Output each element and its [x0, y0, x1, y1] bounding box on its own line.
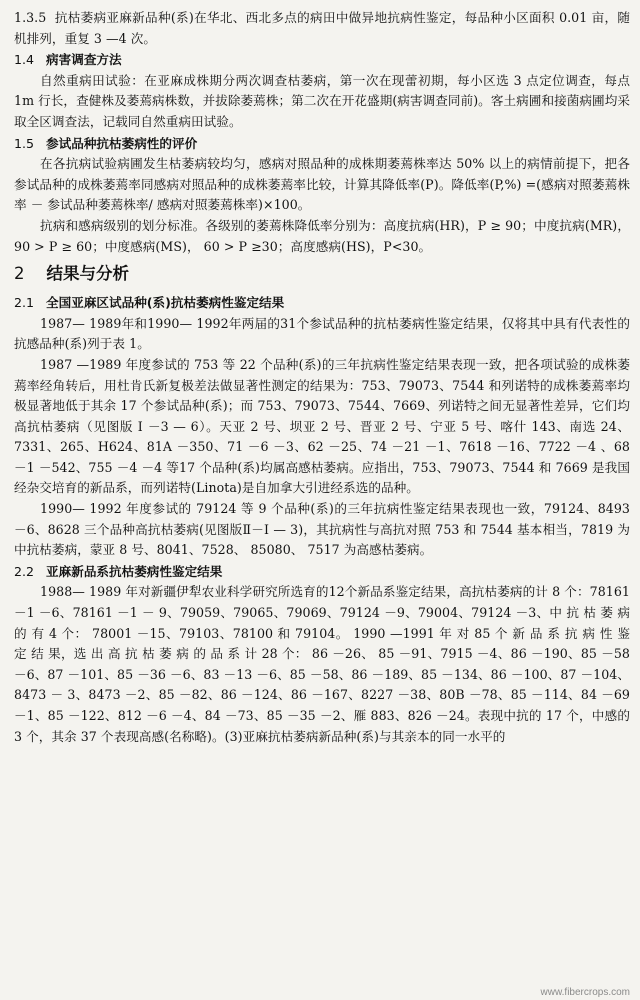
section-2-1-heading: [14, 293, 630, 314]
section-number: 2: [14, 264, 25, 284]
section-2-heading: [14, 263, 630, 285]
section-title: 亚麻新品系抗枯萎病性鉴定结果: [46, 563, 223, 579]
watermark: www.fibercrops.com: [540, 987, 630, 998]
section-title: 病害调查方法: [46, 52, 122, 68]
section-title: 结果与分析: [46, 264, 129, 284]
section-number: 1.3.5: [14, 10, 47, 25]
paragraph: 1987 —1989 年度参试的 753 等 22 个品种(系)的三年抗病性鉴定结果表现一致，把各项试验的成株萎蔫率经角转后，用杜肯氏新复极差法做显著性测定的结果为：753、79073、7544 和列诺特的成株萎蔫率均极显著地低于其余 17 个参试品种(系)；而 753、79073、7544、7669、列诺特之间无显著性差异，它们均高抗枯萎病（见图版 Ⅰ －3 — 6）。天亚 2 号、坝亚 2 号、晋亚 2 号、宁亚 5 号、喀什 143、南选 24、7331、265、H624、81A －350、71 －6 －3、62 －25、74 －21 －1、7618 －16、7722 －4 、68 －1 －542、755 －4 －4 等17 个品种(系)均属高感枯萎病。应指出，753、79073、7544 和 7669 是我国经杂交培育的新品系，而列诺特(Linota)是自加拿大引进经系选的品种。: [14, 356, 630, 496]
section-text: 抗枯萎病亚麻新品种(系)在华北、西北多点的病田中做异地抗病性鉴定，每品种小区面积 0.01 亩，随机排列，重复 3 —4 次。: [14, 10, 631, 46]
paragraph: 1990— 1992 年度参试的 79124 等 9 个品种(系)的三年抗病性鉴定结果表现也一致，79124、8493 －6、8628 三个品种高抗枯萎病(见图版Ⅱ－Ⅰ — 3)，其抗病性与高抗对照 753 和 7544 基本相当，7819 为中抗枯萎病，蒙亚 8 号、8041、7528、 85080、 7517 为高感枯萎病。: [14, 501, 630, 558]
section-number: 1.5: [14, 135, 35, 151]
section-title: 全国亚麻区试品种(系)抗枯萎病性鉴定结果: [46, 295, 285, 311]
paragraph: 1988— 1989 年对新疆伊犁农业科学研究所选育的12个新品系鉴定结果，高抗枯萎病的计 8 个：78161 －1 －6、78161 －1 － 9、79059、79065、79069、79124 －9、79004、79124 －3、中 抗 枯 萎 病 的 有 4 个： 78001 －15、79103、78100 和 79104。 1990 —1991 年 对 85 个 新 品 系 抗 病 性 鉴 定 结 果，选 出 高 抗 枯 萎 病 的 品 系 计 28 个： 86 －26、 85 －91、7915 －4、86 －190、85 －58 －6、87 －101、85 －36 －6、83 －13 －6、85 －58、86 －189、85 －134、86 －100、87 －104、 8473 － 3、8473 －2、85 －82、86 －124、86 －167、8227 －38、80B －78、85 －114、84 －69 －1、85 －122、812 －6 －4、84 －73、85 －35 －2、雁 883、826 －24。表现中抗的 17 个，中感的 3 个，其余 37 个表现高感(名称略)。(3)亚麻抗枯萎病新品种(系)与其亲本的同一水平的: [14, 584, 630, 744]
section-number: 2.2: [14, 563, 35, 579]
section-1-3-5: [14, 8, 630, 49]
section-1-5-heading: [14, 134, 630, 155]
section-number: 1.4: [14, 52, 35, 68]
paragraph: 在各抗病试验病圃发生枯萎病较均匀，感病对照品种的成株期萎蔫株率达 50% 以上的病情前提下，把各参试品种的成株萎蔫率同感病对照品种的成株萎蔫率比较，计算其降低率(P)。降低率(P,%) =(感病对照萎蔫株率 － 参试品种萎蔫株率/ 感病对照萎蔫株率)×100。: [14, 156, 630, 213]
section-number: 2.1: [14, 295, 35, 311]
section-title: 参试品种抗枯萎病性的评价: [46, 135, 198, 151]
paragraph: 1987— 1989年和1990— 1992年两届的31个参试品种的抗枯萎病性鉴定结果，仅将其中具有代表性的抗感品种(系)列于表 1。: [14, 315, 630, 352]
section-2-2-heading: [14, 562, 630, 583]
paragraph: 自然重病田试验：在亚麻成株期分两次调查枯萎病，第一次在现蕾初期，每小区选 3 点定位调查，每点 1m 行长，查健株及萎蔫病株数，并拔除萎蔫株；第二次在开花盛期(病害调查同前)。客土病圃和接菌病圃均采取全区调查法，记载同自然重病田试验。: [14, 72, 630, 129]
section-1-4-heading: [14, 50, 630, 71]
paragraph: 抗病和感病级别的划分标准。各级别的萎蔫株降低率分别为：高度抗病(HR)，P ≥ 90；中度抗病(MR)，90 > P ≥ 60；中度感病(MS)， 60 > P ≥30；高度感病(HS)，P<30。: [14, 217, 630, 254]
